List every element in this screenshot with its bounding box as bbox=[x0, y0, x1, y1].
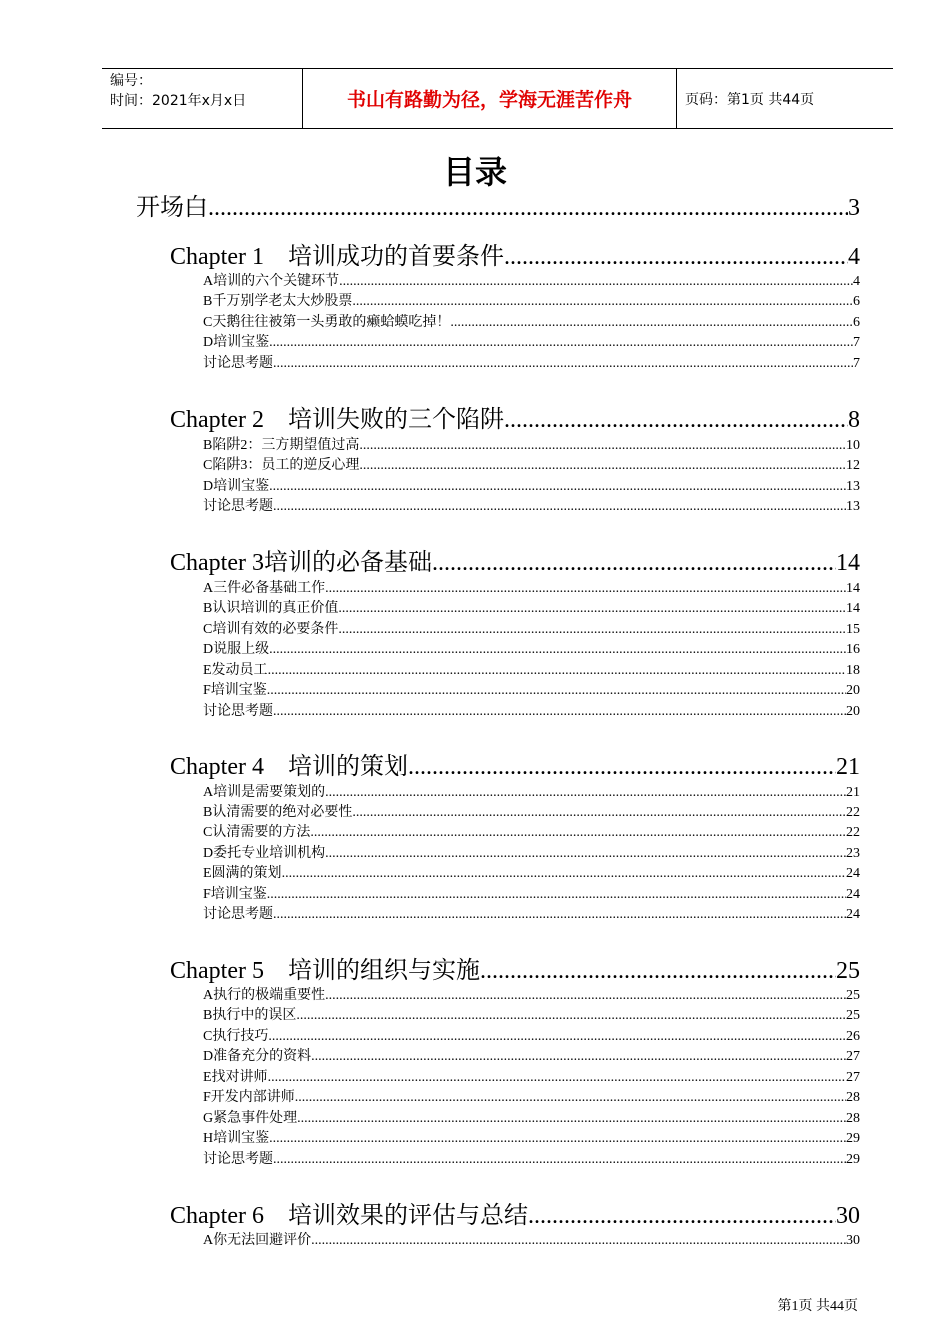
toc-entry-page: 7 bbox=[853, 335, 860, 350]
toc-entry-page: 21 bbox=[846, 785, 860, 800]
toc-entry-text: E找对讲师 bbox=[203, 1070, 268, 1085]
toc-entry-text: F培训宝鉴 bbox=[203, 887, 267, 902]
toc-entry-opening[interactable] bbox=[136, 193, 860, 223]
toc-entry[interactable] bbox=[203, 292, 860, 312]
page-footer: 第1页 共44页 bbox=[777, 1299, 858, 1314]
toc-entry[interactable] bbox=[203, 681, 860, 701]
toc-title: 目录 bbox=[442, 153, 507, 191]
toc-entry-page: 25 bbox=[846, 1008, 860, 1023]
toc-entry-text: D培训宝鉴 bbox=[203, 479, 270, 494]
toc-entry-text: 讨论思考题 bbox=[203, 1152, 273, 1167]
toc-entry-page: 27 bbox=[846, 1070, 860, 1085]
toc-entry[interactable] bbox=[203, 333, 860, 353]
toc-entry-page: 25 bbox=[846, 988, 860, 1003]
toc-entry-page: 14 bbox=[846, 581, 860, 596]
toc-entry-page: 14 bbox=[836, 550, 860, 576]
toc-entry-page: 20 bbox=[846, 683, 860, 698]
toc-entry-text: D委托专业培训机构 bbox=[203, 846, 326, 861]
toc-entry-text: C执行技巧 bbox=[203, 1029, 269, 1044]
toc-entry[interactable] bbox=[203, 905, 860, 925]
toc-entry-text: F培训宝鉴 bbox=[203, 683, 267, 698]
toc-entry-text: D培训宝鉴 bbox=[203, 335, 270, 350]
toc-chapter-3[interactable] bbox=[170, 548, 860, 578]
toc-entry-text: 讨论思考题 bbox=[203, 704, 273, 719]
toc-entry[interactable] bbox=[203, 1088, 860, 1108]
toc-entry[interactable] bbox=[203, 579, 860, 599]
toc-entry-page: 29 bbox=[846, 1152, 860, 1167]
toc-entry[interactable] bbox=[203, 456, 860, 476]
toc-entry-text: D准备充分的资料 bbox=[203, 1049, 312, 1064]
toc-entry-page: 7 bbox=[853, 356, 860, 371]
toc-entry-text: B陷阱2：三方期望值过高 bbox=[203, 438, 360, 453]
toc-entry-text: Chapter 3培训的必备基础 bbox=[170, 550, 432, 576]
toc-entry-page: 18 bbox=[846, 663, 860, 678]
toc-entry-text: A培训的六个关键环节 bbox=[203, 274, 340, 289]
toc-chapter-5[interactable] bbox=[170, 956, 860, 986]
toc-entry-page: 4 bbox=[848, 244, 860, 270]
toc-entry-text: B认识培训的真正价值 bbox=[203, 601, 339, 616]
toc-entry[interactable] bbox=[203, 986, 860, 1006]
toc-entry[interactable] bbox=[203, 477, 860, 497]
toc-entry-text: Chapter 2 培训失败的三个陷阱 bbox=[170, 407, 504, 433]
toc-entry-page: 13 bbox=[846, 479, 860, 494]
toc-entry[interactable] bbox=[203, 844, 860, 864]
toc-entry-text: D说服上级 bbox=[203, 642, 270, 657]
toc-entry-page: 24 bbox=[846, 907, 860, 922]
toc-entry-text: Chapter 4 培训的策划 bbox=[170, 754, 408, 780]
toc-entry[interactable] bbox=[203, 1231, 860, 1251]
toc-entry-text: 讨论思考题 bbox=[203, 356, 273, 371]
page-header bbox=[102, 68, 893, 129]
toc-entry[interactable] bbox=[203, 661, 860, 681]
toc-entry-text: A执行的极端重要性 bbox=[203, 988, 326, 1003]
toc-entry-page: 27 bbox=[846, 1049, 860, 1064]
toc-entry-text: A培训是需要策划的 bbox=[203, 785, 326, 800]
toc-entry-page: 13 bbox=[846, 499, 860, 514]
toc-entry[interactable] bbox=[203, 313, 860, 333]
toc-entry-page: 28 bbox=[846, 1090, 860, 1105]
toc-entry-page: 21 bbox=[836, 754, 860, 780]
toc-chapter-1[interactable] bbox=[170, 242, 860, 272]
toc-entry-text: 开场白 bbox=[136, 195, 208, 221]
toc-entry[interactable] bbox=[203, 702, 860, 722]
toc-entry-text: 讨论思考题 bbox=[203, 499, 273, 514]
toc-entry[interactable] bbox=[203, 885, 860, 905]
toc-entry[interactable] bbox=[203, 640, 860, 660]
header-motto: 书山有路勤为径，学海无涯苦作舟 bbox=[303, 69, 677, 128]
toc-entry-page: 23 bbox=[846, 846, 860, 861]
toc-entry[interactable] bbox=[203, 436, 860, 456]
toc-entry-page: 28 bbox=[846, 1111, 860, 1126]
toc-entry[interactable] bbox=[203, 354, 860, 374]
toc-entry-text: H培训宝鉴 bbox=[203, 1131, 270, 1146]
toc-entry-text: E圆满的策划 bbox=[203, 866, 282, 881]
toc-entry[interactable] bbox=[203, 599, 860, 619]
toc-entry-page: 22 bbox=[846, 805, 860, 820]
toc-entry-text: Chapter 6 培训效果的评估与总结 bbox=[170, 1203, 528, 1229]
toc-entry-text: G紧急事件处理 bbox=[203, 1111, 298, 1126]
toc-entry-page: 8 bbox=[848, 407, 860, 433]
toc-entry-text: B千万别学老太大炒股票 bbox=[203, 294, 353, 309]
toc-entry-text: C天鹅往往被第一头勇敢的癞蛤蟆吃掉！ bbox=[203, 315, 451, 330]
toc-entry-page: 10 bbox=[846, 438, 860, 453]
toc-entry-text: A你无法回避评价 bbox=[203, 1233, 312, 1248]
toc-entry[interactable] bbox=[203, 823, 860, 843]
toc-chapter-4[interactable] bbox=[170, 752, 860, 782]
toc-entry-page: 20 bbox=[846, 704, 860, 719]
toc-entry-text: C认清需要的方法 bbox=[203, 825, 311, 840]
toc-entry[interactable] bbox=[203, 1047, 860, 1067]
toc-entry-page: 15 bbox=[846, 622, 860, 637]
toc-entry-page: 16 bbox=[846, 642, 860, 657]
toc-entry[interactable] bbox=[203, 497, 860, 517]
toc-entry[interactable] bbox=[203, 272, 860, 292]
toc-entry[interactable] bbox=[203, 1006, 860, 1026]
toc-entry-text: 讨论思考题 bbox=[203, 907, 273, 922]
header-page-count: 页码：第1页 共44页 bbox=[685, 91, 815, 108]
toc-entry[interactable] bbox=[203, 1068, 860, 1088]
toc-entry-page: 30 bbox=[846, 1233, 860, 1248]
toc-entry-text: Chapter 1 培训成功的首要条件 bbox=[170, 244, 504, 270]
toc-entry-page: 4 bbox=[853, 274, 860, 289]
toc-entry[interactable] bbox=[203, 1129, 860, 1149]
toc-entry[interactable] bbox=[203, 620, 860, 640]
toc-entry-page: 6 bbox=[853, 294, 860, 309]
toc-entry-page: 6 bbox=[853, 315, 860, 330]
toc-entry-page: 24 bbox=[846, 866, 860, 881]
toc-entry-text: B认清需要的绝对必要性 bbox=[203, 805, 353, 820]
toc-entry-text: E发动员工 bbox=[203, 663, 268, 678]
header-number: 编号： bbox=[110, 73, 152, 89]
toc-chapter-6[interactable] bbox=[170, 1201, 860, 1231]
toc-chapter-2[interactable] bbox=[170, 405, 860, 435]
toc-entry-page: 25 bbox=[836, 958, 860, 984]
header-date: 时间：2021年x月x日 bbox=[110, 93, 247, 109]
toc-entry-page: 26 bbox=[846, 1029, 860, 1044]
toc-entry-page: 30 bbox=[836, 1203, 860, 1229]
toc-entry[interactable] bbox=[203, 1109, 860, 1129]
toc-entry-text: C培训有效的必要条件 bbox=[203, 622, 339, 637]
header-meta bbox=[102, 69, 303, 128]
toc-entry-page: 24 bbox=[846, 887, 860, 902]
toc-entry-page: 3 bbox=[848, 195, 860, 221]
toc-entry[interactable] bbox=[203, 864, 860, 884]
toc-entry[interactable] bbox=[203, 803, 860, 823]
toc-entry-page: 12 bbox=[846, 458, 860, 473]
toc-entry-page: 22 bbox=[846, 825, 860, 840]
toc-entry-text: Chapter 5 培训的组织与实施 bbox=[170, 958, 480, 984]
toc-entry-text: A三件必备基础工作 bbox=[203, 581, 326, 596]
toc-entry-text: F开发内部讲师 bbox=[203, 1090, 295, 1105]
toc-entry[interactable] bbox=[203, 1150, 860, 1170]
toc-entry-text: B执行中的误区 bbox=[203, 1008, 297, 1023]
toc-entry-page: 14 bbox=[846, 601, 860, 616]
toc-entry-page: 29 bbox=[846, 1131, 860, 1146]
toc-entry-text: C陷阱3：员工的逆反心理 bbox=[203, 458, 360, 473]
toc-entry[interactable] bbox=[203, 783, 860, 803]
toc-entry[interactable] bbox=[203, 1027, 860, 1047]
